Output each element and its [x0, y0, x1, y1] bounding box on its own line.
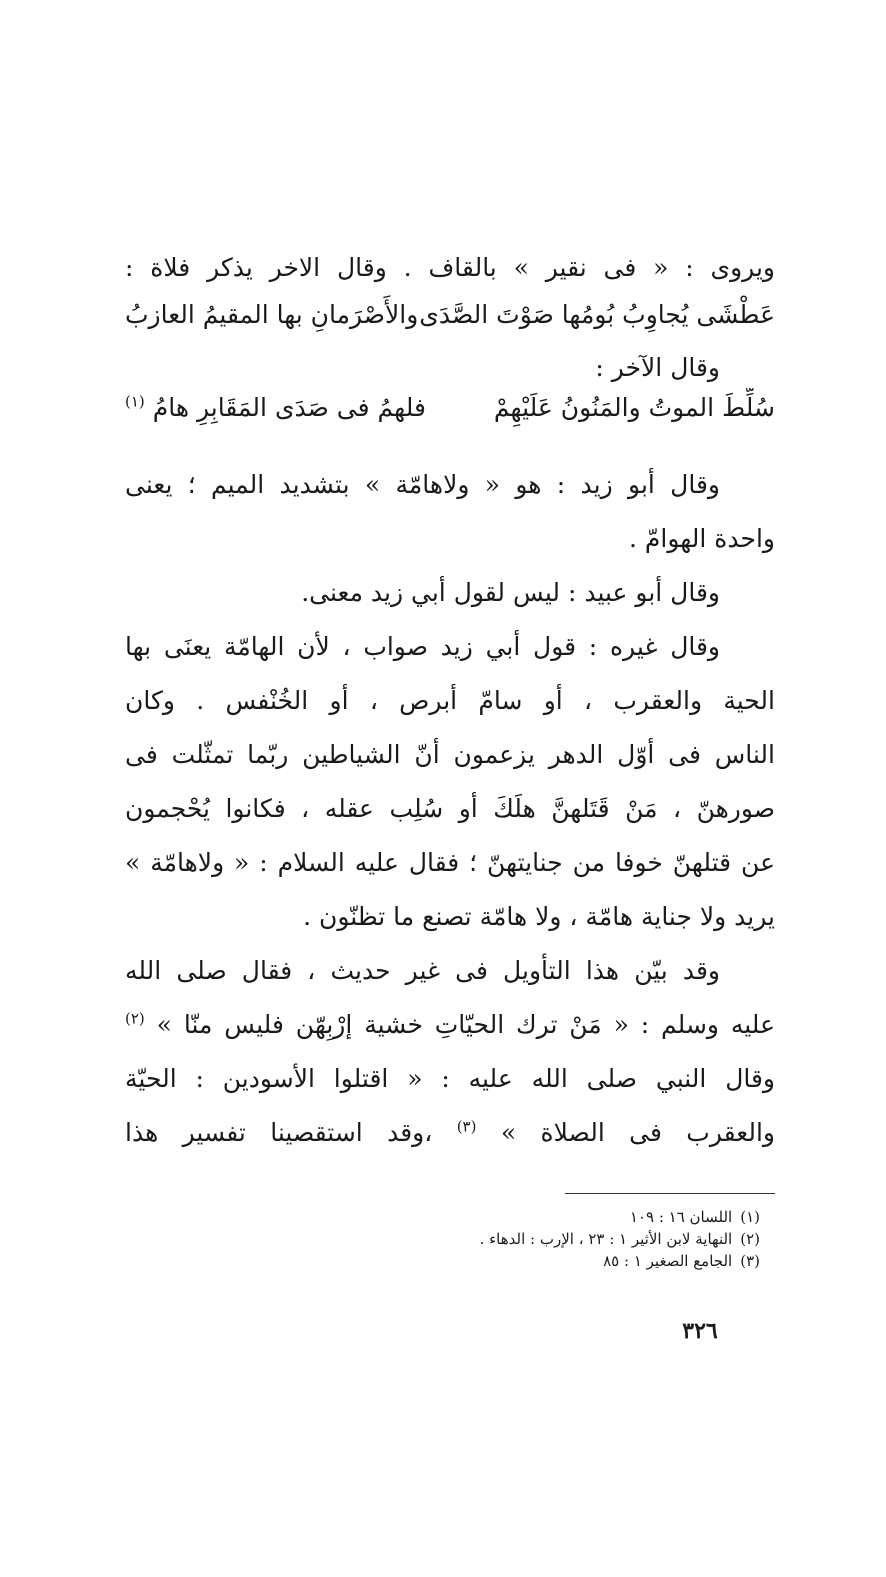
footnote	[300, 1228, 760, 1250]
main-text	[125, 241, 775, 335]
verse-hemistich-first: سُلِّطَ الموتُ والمَنُونُ عَلَيْهِمْ	[493, 393, 775, 422]
text-line: وقال غيره : قول أبي زيد صواب ، لأن الهامّة يعنَى بها	[125, 632, 720, 661]
text-line-content: ،وقد استقصينا تفسير هذا	[125, 1118, 433, 1147]
footnote-number: (٣)	[740, 1252, 760, 1270]
text-line: وقال النبي صلى الله عليه : « اقتلوا الأسودين : الحيّة	[125, 1064, 775, 1093]
footnote-text: النهاية لابن الأثير ١ : ٢٣ ، الإرب : الدهاء .	[479, 1230, 733, 1248]
footnote-divider	[565, 1193, 775, 1194]
text-line: وقال الآخر :	[595, 353, 720, 382]
text-line-content: عليه وسلم : « مَنْ ترك الحيّاتِ خشية إرْبِهّن فليس منّا »	[156, 1010, 775, 1039]
text-line-content: والعقرب فى الصلاة »	[500, 1118, 775, 1147]
footnote-text: اللسان ١٦ : ١٠٩	[629, 1208, 733, 1226]
text-line: واحدة الهوامّ .	[629, 524, 775, 553]
verse-hemistich-second	[125, 388, 426, 428]
text-line: يريد ولا جناية هامّة ، ولا هامّة تصنع ما تظنّون .	[303, 902, 775, 931]
text-line	[125, 1106, 775, 1160]
text-line: الحية والعقرب ، أو سامّ أبرص ، أو الخُنْفس . وكان	[125, 686, 775, 715]
verse-line	[125, 295, 775, 335]
text-line: صورهنّ ، مَنْ قَتَلهنَّ هلَكَ أو سُلِب عقله ، فكانوا يُحْجمون	[125, 794, 775, 823]
main-text-prose	[125, 458, 775, 1160]
verse-hemistich-second: والأَصْرَمانِ بها المقيمُ العازبُ	[125, 300, 419, 329]
text-line: وقال أبو زيد : هو « ولاهامّة » بتشديد الميم ؛ يعنى	[125, 470, 720, 499]
text-line: الناس فى أوّل الدهر يزعمون أنّ الشياطين ربّما تمثّلت فى	[125, 740, 775, 769]
verse-hemistich-first: عَطْشَى يُجاوِبُ بُومُها صَوْتَ الصَّدَى	[419, 300, 775, 329]
footnote-number: (١)	[740, 1208, 760, 1226]
footnote	[300, 1250, 760, 1272]
text-line: عن قتلهنّ خوفا من جنايتهنّ ؛ فقال عليه السلام : « ولاهامّة »	[125, 848, 775, 877]
footnote-text: الجامع الصغير ١ : ٨٥	[603, 1252, 733, 1270]
footnote-number: (٢)	[740, 1230, 760, 1248]
footnote	[300, 1206, 760, 1228]
text-line: وقال أبو عبيد : ليس لقول أبي زيد معنى.	[301, 578, 720, 607]
verse-hemistich-text: فلهمُ فى صَدَى المَقَابِرِ هامُ	[152, 393, 426, 422]
main-text-continued	[125, 348, 775, 428]
text-line: ويروى : « فى نقير » بالقاف . وقال الاخر يذكر فلاة :	[125, 253, 775, 282]
text-line: وقد بيّن هذا التأويل فى غير حديث ، فقال صلى الله	[125, 956, 720, 985]
footnote-marker: (٢)	[125, 1009, 145, 1028]
footnote-marker: (١)	[125, 392, 145, 411]
text-line	[125, 998, 775, 1052]
footnotes	[300, 1206, 760, 1272]
verse-line	[125, 388, 775, 428]
page-number: ٣٢٦	[682, 1318, 718, 1344]
footnote-marker: (٣)	[456, 1117, 477, 1136]
